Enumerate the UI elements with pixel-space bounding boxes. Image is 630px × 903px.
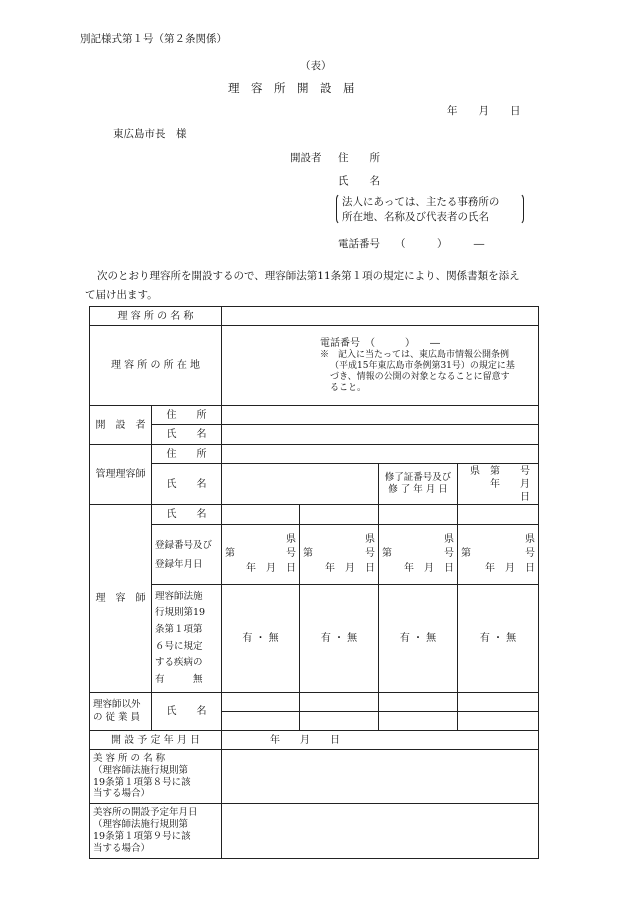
reg-prefecture: 県 — [444, 533, 454, 545]
reg-prefecture: 県 — [525, 533, 535, 545]
disease-label-line: ６号に規定 — [155, 640, 203, 652]
reg-date: 年 月 日 — [246, 562, 296, 574]
barber-2-name[interactable] — [300, 505, 379, 525]
opening-date-field[interactable]: 年 月 日 — [222, 731, 539, 750]
registration-label-line1: 登録番号及び — [155, 539, 213, 551]
staff-6-name[interactable] — [300, 712, 379, 731]
reg-date: 年 月 日 — [485, 562, 535, 574]
recipient: 東広島市長 様 — [113, 128, 187, 140]
side-marker: （表） — [300, 60, 332, 72]
staff-3-name[interactable] — [379, 693, 458, 712]
staff-4-name[interactable] — [458, 693, 539, 712]
barber-4-registration[interactable] — [458, 525, 539, 585]
other-staff-label-line1: 理容師以外 — [93, 699, 141, 711]
manager-address-label: 住 所 — [152, 445, 222, 464]
reg-dai: 第 — [382, 548, 392, 560]
beauty-date-label-line: 美容所の開設予定年月日 — [93, 807, 198, 819]
phone-label: 電話番号 — [338, 238, 380, 250]
staff-7-name[interactable] — [379, 712, 458, 731]
applicant-name-label: 氏 名 — [338, 175, 380, 187]
shop-location-label: 理 容 所 の 所 在 地 — [90, 326, 222, 406]
opening-date-row — [90, 731, 539, 750]
disease-label-line: 理容師法施 — [155, 590, 203, 602]
disease-label-line: する疾病の — [155, 657, 203, 669]
staff-1-name[interactable] — [222, 693, 300, 712]
manager-label: 管理理容師 — [90, 445, 152, 505]
reg-go: 号 — [444, 548, 454, 560]
manager-name-field[interactable] — [222, 464, 379, 505]
barber-3-registration[interactable] — [379, 525, 458, 585]
disease-label-line: 行規則第19 — [155, 607, 206, 619]
reg-go: 号 — [525, 548, 535, 560]
manager-address-row — [90, 445, 539, 464]
application-form-table — [89, 306, 550, 859]
founder-name-label: 氏 名 — [152, 425, 222, 445]
shop-location-field[interactable] — [222, 326, 539, 406]
cert-number: 県 第 号 — [470, 465, 530, 477]
founder-name-row — [90, 425, 539, 445]
barber-1-disease[interactable]: 有 ・ 無 — [222, 585, 300, 693]
beauty-label-line: 美 容 所 の 名 称 — [93, 752, 166, 764]
reg-date: 年 月 日 — [404, 562, 454, 574]
barber-label: 理 容 師 — [90, 505, 152, 693]
founder-address-label: 住 所 — [152, 406, 222, 425]
reg-date: 年 月 日 — [325, 562, 375, 574]
staff-5-name[interactable] — [222, 712, 300, 731]
registration-label-line2: 登録年月日 — [155, 558, 203, 570]
beauty-opening-date-label — [90, 804, 222, 859]
shop-location-row — [90, 326, 539, 406]
reg-dai: 第 — [461, 548, 471, 560]
shop-name-label: 理 容 所 の 名 称 — [90, 307, 222, 326]
cert-label-line2: 修 了 年 月 日 — [388, 484, 448, 495]
beauty-shop-name-field[interactable] — [222, 750, 539, 804]
manager-name-row — [90, 464, 539, 505]
corporate-note-line2: 所在地、名称及び代表者の氏名 — [342, 211, 489, 223]
other-staff-label — [90, 693, 152, 731]
beauty-date-label-line: （理容師法施行規則第 — [93, 819, 189, 831]
cert-value-field[interactable] — [458, 464, 550, 505]
barber-1-registration[interactable] — [222, 525, 300, 585]
cert-label — [379, 464, 458, 505]
intro-line1: 次のとおり理容所を開設するので、理容師法第11条第１項の規定により、関係書類を添え — [97, 270, 520, 282]
reg-go: 号 — [286, 548, 296, 560]
founder-address-row — [90, 406, 539, 425]
opening-date-label: 開 設 予 定 年 月 日 — [90, 731, 222, 750]
reg-prefecture: 県 — [365, 533, 375, 545]
barber-2-disease[interactable]: 有 ・ 無 — [300, 585, 379, 693]
staff-8-name[interactable] — [458, 712, 539, 731]
barber-3-name[interactable] — [379, 505, 458, 525]
registration-label — [152, 525, 222, 585]
other-staff-label-line2: の 従 業 員 — [93, 711, 141, 723]
location-note-line4: ること。 — [330, 383, 367, 394]
beauty-date-label-line: 19条第１項第９号に該 — [93, 831, 191, 842]
location-note-line1: ※ 記入に当たっては、東広島市情報公開条例 — [320, 349, 510, 360]
staff-2-name[interactable] — [300, 693, 379, 712]
beauty-label-line: （理容師法施行規則第 — [93, 764, 189, 776]
barber-name-row — [90, 505, 539, 525]
barber-4-disease[interactable]: 有 ・ 無 — [458, 585, 539, 693]
beauty-opening-date-row — [90, 804, 539, 859]
submission-date: 年 月 日 — [447, 105, 521, 117]
barber-disease-row — [90, 585, 539, 693]
disease-label-line: 有 無 — [155, 673, 203, 685]
location-phone: 電話番号 （ ） ― — [320, 337, 440, 349]
disease-label — [152, 585, 222, 693]
barber-2-registration[interactable] — [300, 525, 379, 585]
location-note-line2: （平成15年東広島市条例第31号）の規定に基 — [330, 360, 515, 371]
beauty-shop-name-label — [90, 750, 222, 804]
barber-3-disease[interactable]: 有 ・ 無 — [379, 585, 458, 693]
cert-date: 年 月 日 — [490, 478, 550, 503]
disease-label-line: 条第１項第 — [155, 623, 203, 635]
shop-name-row — [90, 307, 539, 326]
location-note-line3: づき、情報の公開の対象となることに留意す — [330, 372, 510, 382]
other-staff-row-1 — [90, 693, 539, 712]
reg-prefecture: 県 — [286, 533, 296, 545]
beauty-shop-name-row — [90, 750, 539, 804]
document-title: 理 容 所 開 設 届 — [228, 81, 355, 95]
shop-name-field[interactable] — [222, 307, 539, 326]
beauty-opening-date-field[interactable] — [222, 804, 539, 859]
barber-1-name[interactable] — [222, 505, 300, 525]
manager-name-label: 氏 名 — [152, 464, 222, 505]
other-staff-name-label: 氏 名 — [152, 693, 222, 731]
founder-name-field[interactable] — [222, 425, 539, 445]
barber-name-label: 氏 名 — [152, 505, 222, 525]
barber-4-name[interactable] — [458, 505, 539, 525]
barber-registration-row — [90, 525, 539, 585]
cert-label-line1: 修了証番号及び — [384, 471, 452, 483]
founder-address-field[interactable] — [222, 406, 539, 425]
reg-go: 号 — [365, 548, 375, 560]
applicant-label: 開設者 — [290, 152, 322, 164]
intro-line2: て届け出ます。 — [85, 289, 158, 301]
founder-label: 開 設 者 — [90, 406, 152, 445]
manager-address-field[interactable] — [222, 445, 539, 464]
reg-dai: 第 — [225, 548, 235, 560]
phone-format: （ ） ― — [395, 238, 485, 250]
beauty-date-label-line: 当する場合） — [93, 842, 151, 854]
reg-dai: 第 — [303, 548, 313, 560]
form-number: 別記様式第１号（第２条関係） — [80, 33, 227, 45]
beauty-label-line: 19条第１項第８号に該 — [93, 776, 191, 788]
applicant-address-label: 住 所 — [338, 152, 380, 164]
beauty-label-line: 当する場合） — [93, 788, 151, 800]
corporate-note-line1: 法人にあっては、主たる事務所の — [342, 196, 500, 208]
